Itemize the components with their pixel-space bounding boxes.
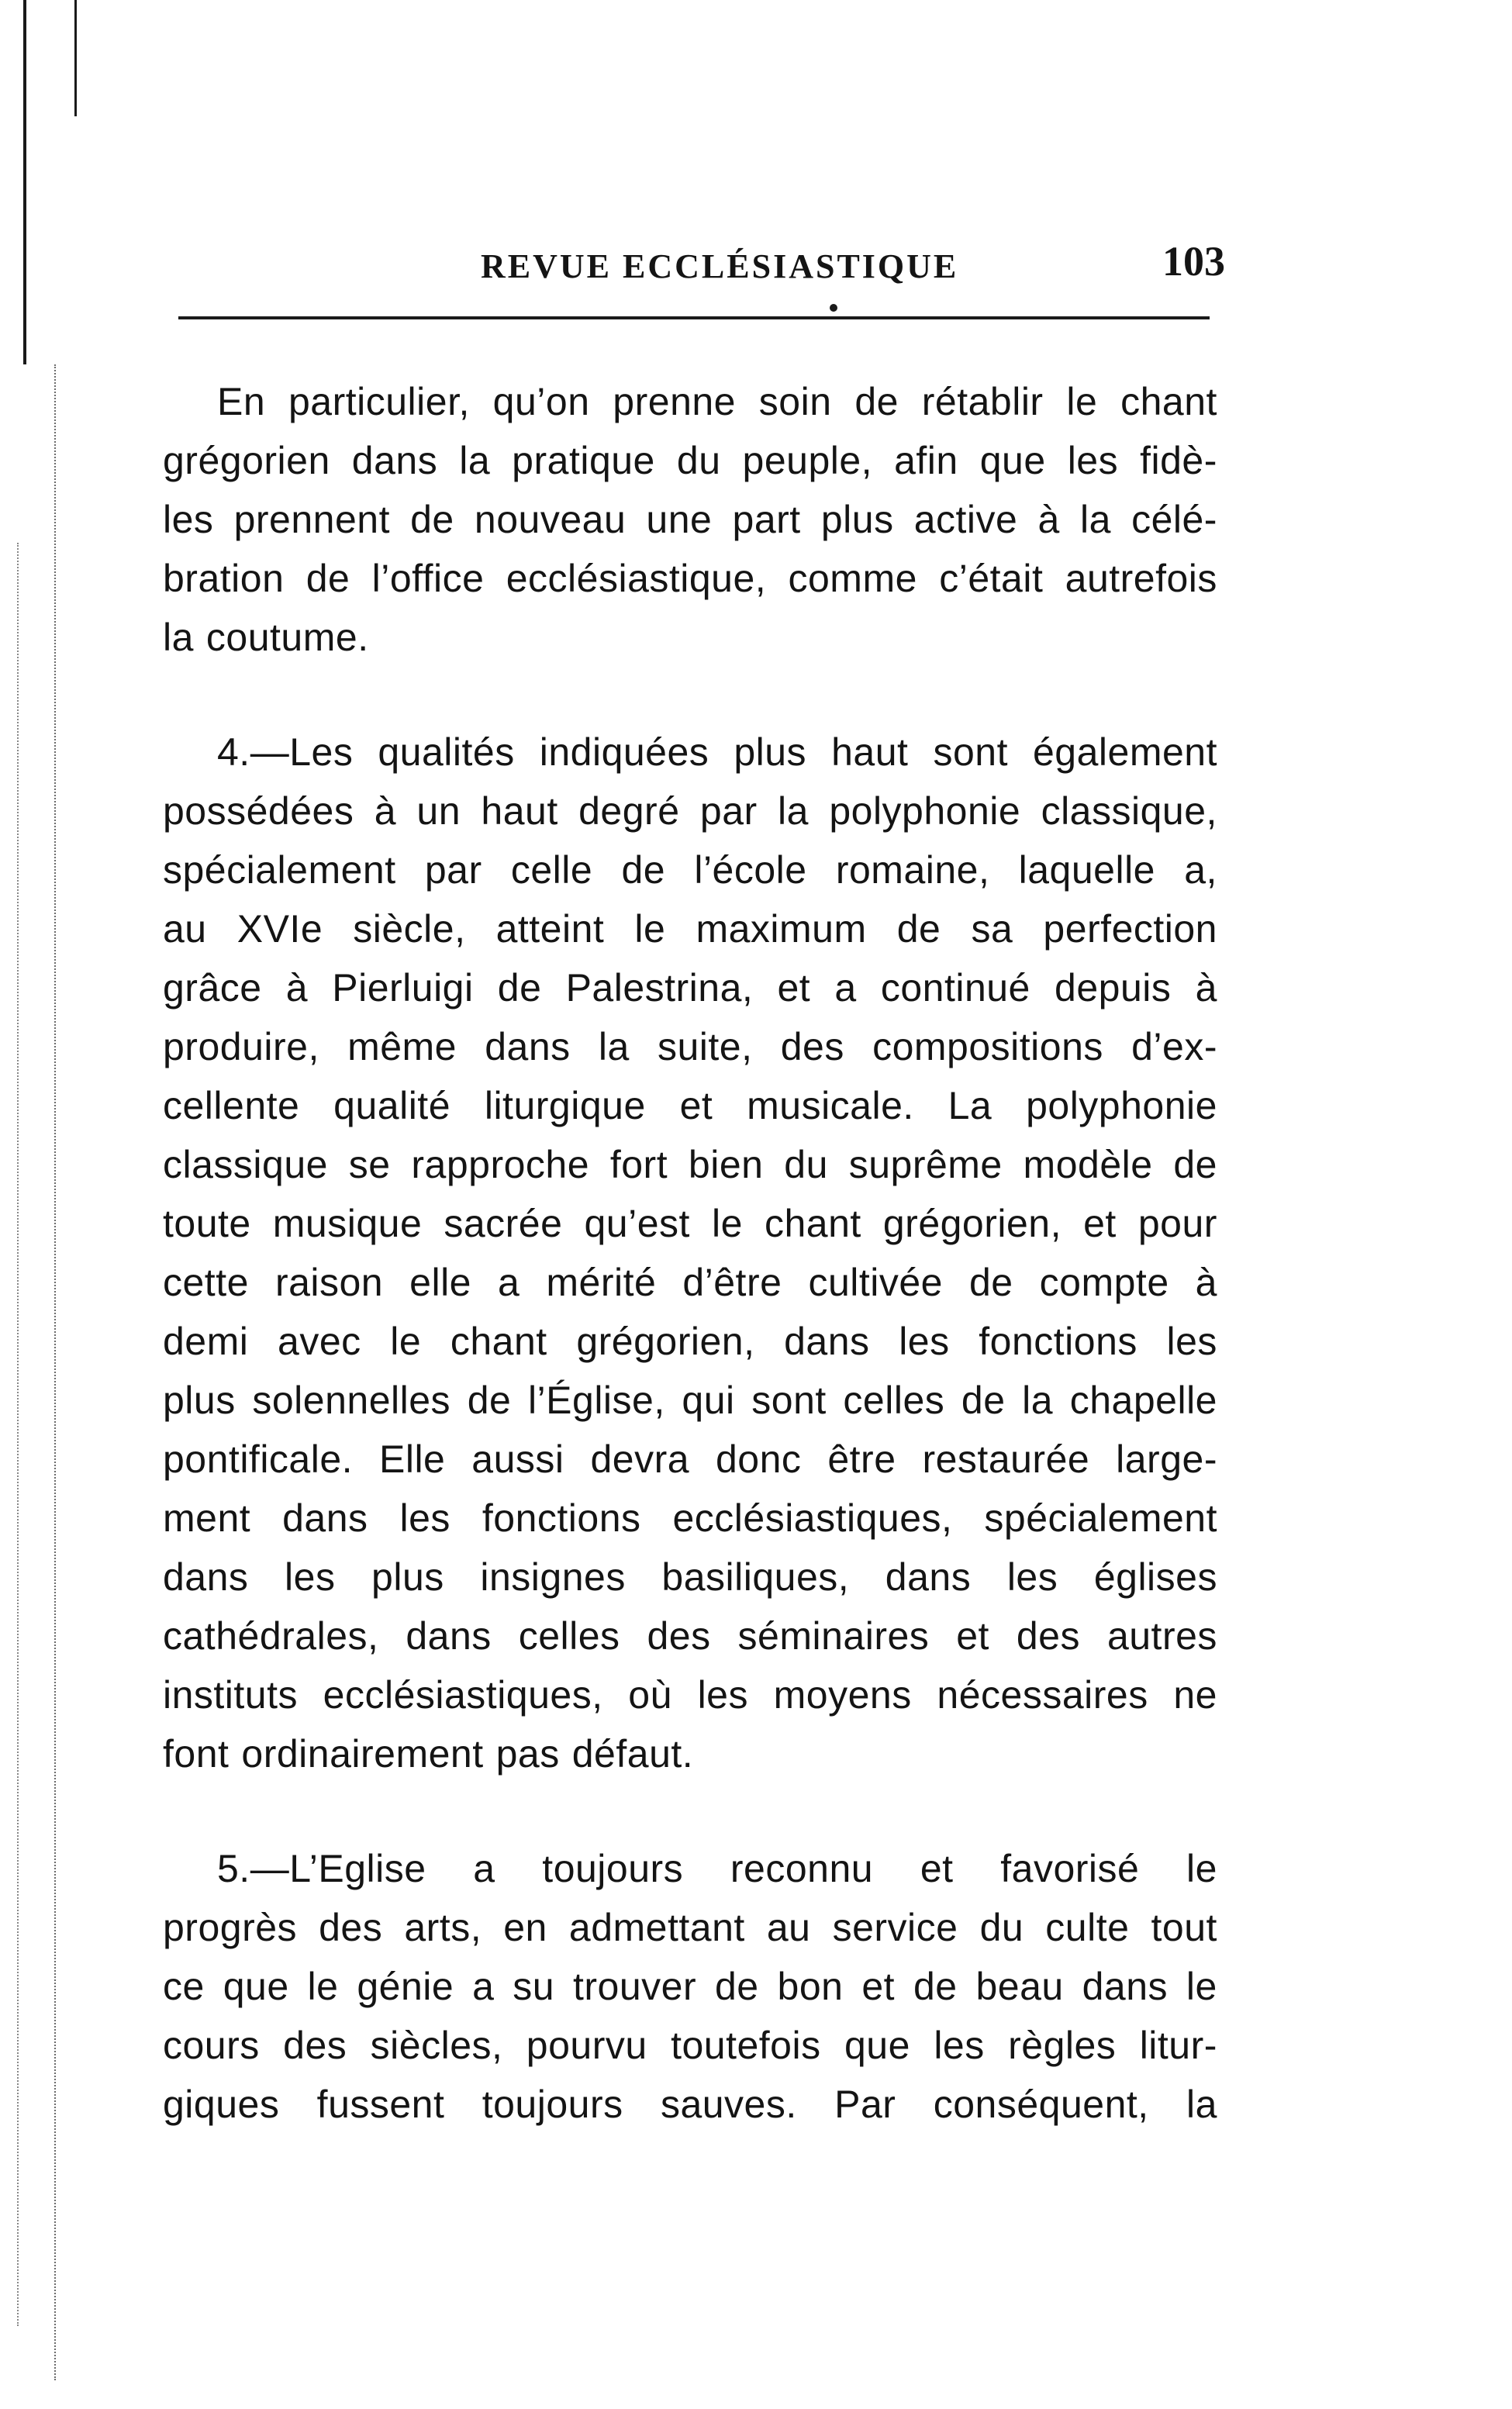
body-text (163, 372, 1217, 2134)
text-line: font ordinairement pas défaut. (163, 1732, 694, 1776)
text-line: giques fussent toujours sauves. Par conséquent, la (163, 2083, 1217, 2126)
text-line: spécialement par celle de l’école romaine, laquelle a, (163, 848, 1217, 892)
text-line: 4.—Les qualités indiquées plus haut sont également (217, 730, 1217, 774)
text-line: grâce à Pierluigi de Palestrina, et a continué depuis à (163, 966, 1217, 1010)
text-line: toute musique sacrée qu’est le chant grégorien, et pour (163, 1202, 1217, 1245)
text-line: au XVIe siècle, atteint le maximum de sa perfection (163, 907, 1217, 951)
text-line: produire, même dans la suite, des compositions d’ex- (163, 1025, 1217, 1068)
text-line: classique se rapproche fort bien du suprême modèle de (163, 1143, 1217, 1186)
text-line: ce que le génie a su trouver de bon et de beau dans le (163, 1965, 1217, 2008)
paragraph-gap (163, 667, 1217, 723)
page-header (171, 233, 1225, 302)
header-rule-dot (830, 304, 837, 312)
text-line: les prennent de nouveau une part plus active à la célé- (163, 498, 1217, 541)
text-line: bration de l’office ecclésiastique, comme c’était autrefois (163, 557, 1217, 600)
paragraph (163, 1839, 1217, 2134)
scan-edge-line (23, 0, 26, 364)
header-rule (178, 316, 1210, 319)
text-line: cette raison elle a mérité d’être cultivée de compte à (163, 1261, 1217, 1304)
text-line: instituts ecclésiastiques, où les moyens nécessaires ne (163, 1673, 1217, 1717)
text-line: 5.—L’Eglise a toujours reconnu et favorisé le (217, 1847, 1217, 1890)
text-line: la coutume. (163, 616, 369, 659)
text-line: ment dans les fonctions ecclésiastiques, spécialement (163, 1496, 1217, 1540)
page-number: 103 (1162, 238, 1225, 285)
text-line: cours des siècles, pourvu toutefois que les règles litur- (163, 2024, 1217, 2067)
paragraph-gap (163, 1783, 1217, 1839)
scan-edge-line (74, 0, 77, 116)
text-line: cellente qualité liturgique et musicale. La polyphonie (163, 1084, 1217, 1127)
paragraph (163, 372, 1217, 667)
text-line: possédées à un haut degré par la polyphonie classique, (163, 789, 1217, 833)
scan-edge-dots (54, 364, 56, 2380)
text-line: dans les plus insignes basiliques, dans les églises (163, 1555, 1217, 1599)
text-line: grégorien dans la pratique du peuple, afin que les fidè- (163, 439, 1217, 482)
running-title: REVUE ECCLÉSIASTIQUE (481, 247, 959, 285)
text-line: cathédrales, dans celles des séminaires et des autres (163, 1614, 1217, 1658)
text-line: pontificale. Elle aussi devra donc être restaurée large- (163, 1437, 1217, 1481)
text-line: En particulier, qu’on prenne soin de rétablir le chant (217, 380, 1217, 423)
paragraph (163, 723, 1217, 1783)
scan-edge-dots (17, 543, 19, 2326)
text-line: plus solennelles de l’Église, qui sont celles de la chapelle (163, 1379, 1217, 1422)
text-line: demi avec le chant grégorien, dans les fonctions les (163, 1320, 1217, 1363)
text-line: progrès des arts, en admettant au service du culte tout (163, 1906, 1217, 1949)
